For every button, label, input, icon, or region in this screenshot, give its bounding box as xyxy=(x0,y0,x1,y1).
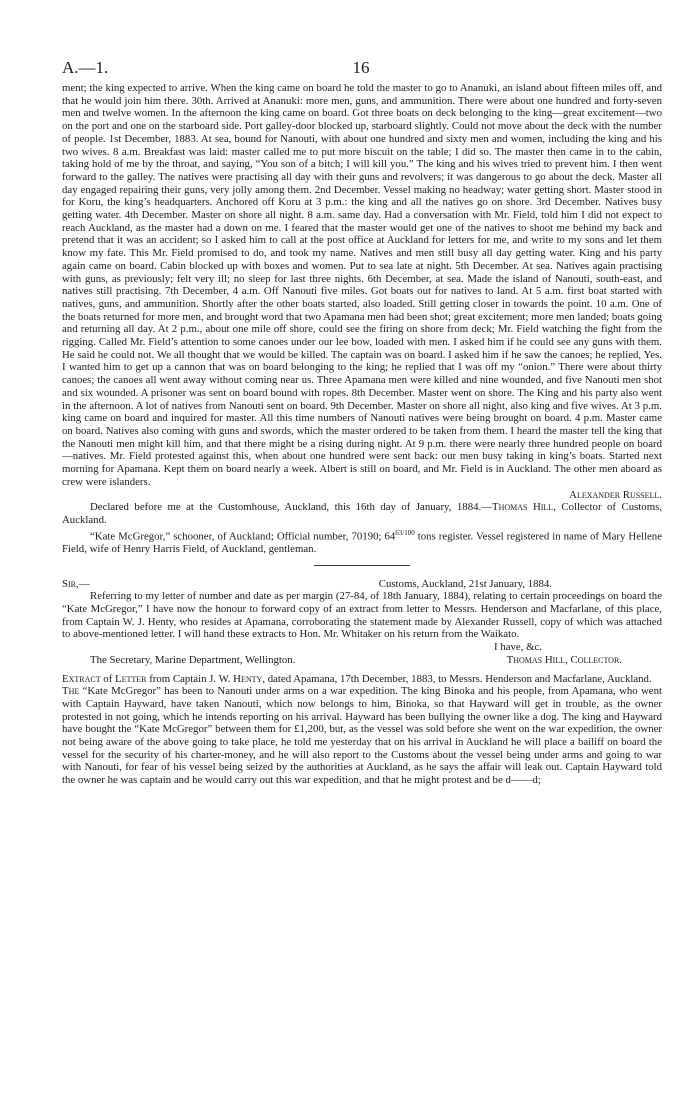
extract-heading xyxy=(62,673,662,686)
extract-from-captain: from Captain J. W. xyxy=(146,672,234,685)
letter-salutation: Sir,— xyxy=(62,577,90,590)
page-body xyxy=(62,82,662,787)
tonnage-fraction: 63/100 xyxy=(395,528,415,537)
letter-signature: Thomas Hill, Collector. xyxy=(506,653,622,666)
letter-place-date: Customs, Auckland, 21st January, 1884. xyxy=(378,577,552,590)
letter-recipient: The Secretary, Marine Department, Wellington. xyxy=(90,653,296,666)
vessel-text-b: tons register. Vessel registered in name of Mary Hellene Field, wife of Henry Harris Field, of Auckland, gentleman. xyxy=(62,530,662,555)
statement-signature-row xyxy=(62,489,662,502)
document-reference: A.—1. xyxy=(62,58,109,77)
extract-lead-word: Extract xyxy=(62,672,101,685)
extract-heading-rest: , dated Apamana, 17th December, 1883, to Messrs. Henderson and Macfarlane, Auckland. xyxy=(262,672,652,685)
extract-first-word: The xyxy=(62,685,80,698)
extract-letter-word: Letter xyxy=(115,672,147,685)
extract-body xyxy=(62,685,662,787)
statement-paragraph: ment; the king expected to arrive. When the king came on board he told the master to go to Ananuki, an island about fifteen miles off, and that he would join him there. 30th. Arrived at Ananuki: more men, guns, and ammunition. There were about one hundred and forty-seven men and twelve women. In the afternoon the king came on board. Got three boats on deck belonging to the king—great excitement—two on the port and one on the starboard side. Port galley-door blocked up, starboard slightly. Could not move about the deck with the number of people. 1st December, 1883. At sea, bound for Nanouti, with about one hundred and sixty men and women, including the king and his two wives. 8 a.m. Breakfast was laid: master called me to put more biscuit on the table; I did so. The master then came in to the cabin, taking hold of me by the throat, and saying, “You son of a bitch; I will kill you.” The king and his wives tried to prevent him. I then went forward to the galley. The natives were practising all day with their guns and revolvers; it was dangerous to go about the deck. Master all day engaged repairing their guns, very jolly among them. 2nd December. Vessel making no headway; water getting short. Master stood in for Koru, the king’s headquarters. Anchored off Koru at 3 p.m.: the king and all the natives go on shore. 3rd December. Natives busy getting water. 4th December. Master on shore all night. 8 a.m. same day. Had a conversation with Mr. Field, told him I did not expect to reach Auckland, as the master had a down on me. I feared that the master would get one of the natives to shoot me behind my back and pretend that it was an accident; so I asked him to call at the post office at Auckland for letters for me, and write to my sons and let them know my fate. This Mr. Field promised to do, and took my name. Natives and men still busy all day getting water. King and his party again came on board. Cabin blocked up with boxes and women. Put to sea late at night. 5th December. At sea. Natives again practising with guns, as previously; felt very ill; no sleep for last three nights. 6th December, at sea. Made the island of Nanouti, south-east, and natives still practising. 7th December, 4 a.m. Off Nanouti five miles. Got boats out for natives to land. At 5 a.m. first boat started with natives, guns, and ammunition. Shortly after the other boats started, also loaded. Still getting closer in towards the point. 10 a.m. One of the boats returned for more men, and brought word that two Apamana men had been shot; great excitement; more men landed; boats going and returning all day. At 2 p.m., about one mile off shore, could see the firing on shore from deck; Mr. Field watching the fight from the rigging. Called Mr. Field’s attention to some canoes under our lee bow, loaded with men. I asked him if he could see any guns with them. He said he could not. We all thought that we would be killed. The captain was on board. I asked him if he saw the canoes; he replied, Yes. I wanted him to get up a cannon that was on board belonging to the king; he replied that I was off my “onion.” There were about thirty canoes; the canoes all went away without coming near us. Three Apamana men were killed and nine wounded, and five Nanouti men shot and six wounded. A prisoner was sent on board bound with ropes. 8th December. Master went on shore. The King and his party also went in the afternoon. A lot of natives from Nanouti sent on board. 9th December. Master on shore all night, also king and five wives. At 3 p.m. king came on board and inquired for master. All this time numbers of Nanouti natives were being brought on board. 4 p.m. Master came on board. Natives also coming with guns and swords, which the master ordered to be taken from them. I heard the master tell the king that the Nanouti men might kill him, and that there might be a rising during night. At 9 p.m. there were nearly three hundred people on board—natives. Mr. Field protested against this, when about one hundred were sent back: our men busy taking in king’s boats. Started next morning for Apamana. Kept them on board nearly a week. Albert is still on board, and Mr. Field is in Auckland. The other men aboard as crew were islanders. xyxy=(62,82,662,488)
extract-of-word: of xyxy=(100,672,116,685)
letter-closing: I have, &c. xyxy=(494,641,542,654)
declaration-witness-role: , Collector of Customs, Auckland. xyxy=(62,501,662,526)
letter-closing-row xyxy=(62,641,662,654)
statement-signature: Alexander Russell. xyxy=(569,488,662,501)
declaration-witness-name: Thomas Hill xyxy=(492,501,554,514)
section-divider xyxy=(314,565,410,566)
letter-body: Referring to my letter of number and date as per margin (27-84, of 18th January, 1884), relating to certain proceedings on board the “Kate McGregor,” I have now the honour to forward copy of an extract from letter to Messrs. Henderson and Macfarlane, of this place, from Captain W. J. Henty, who resides at Apamana, corroborating the statement made by Alexander Russell, copy of which was attached to above-mentioned letter. I will hand these extracts to Hon. Mr. Whitaker on his return from the Waikato. xyxy=(62,590,662,641)
extract-body-text: “Kate McGregor” has been to Nanouti under arms on a war expedition. The king Binoka and his people, from Apamana, who went with Captain Hayward, have taken Nanouti, which now belongs to him, Binoka, so that Hayward will get in trouble, as the owner protested in not going, which he intends reporting on his arrival. Hayward has been bullying the owner like a dog. The king and Hayward have bought the “Kate McGregor” between them for £1,200, but, as the vessel was sold before she went on the war expedition, the owner not being aware of the above going to take place, he told me yesterday that on his arrival in Auckland he will place a bailiff on board the vessel for the security of his charter-money, and he will also report to the Customs about the vessel being under arms and going to war with Nanouti, for fear of his vessel being seized by the authorities at Auckland, as he says the affair will leak out. Captain Hayward told the owner he was captain and he would carry out this war expedition, and that he might protest and be d——d; xyxy=(62,685,662,787)
extract-henty: Henty xyxy=(233,672,263,685)
page-number: 16 xyxy=(352,58,370,77)
vessel-registration-paragraph xyxy=(62,527,662,556)
declaration-text: Declared before me at the Customhouse, Auckland, this 16th day of January, 1884.— xyxy=(90,501,492,514)
letter-heading-row xyxy=(62,578,662,591)
declaration-paragraph xyxy=(62,501,662,526)
page-header xyxy=(62,58,660,80)
vessel-text-a: “Kate McGregor,” schooner, of Auckland; Official number, 70190; 64 xyxy=(90,530,396,543)
letter-footer-row xyxy=(62,654,662,667)
